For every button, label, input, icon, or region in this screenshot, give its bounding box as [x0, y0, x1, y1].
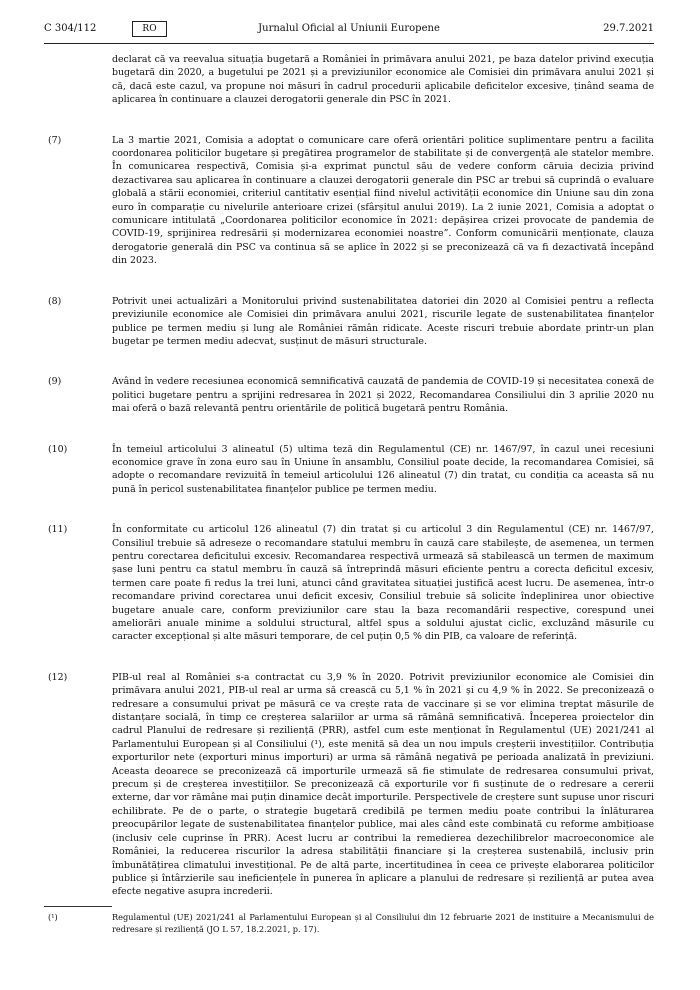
language-badge: RO — [132, 21, 167, 37]
footnote-mark: (¹) — [48, 912, 58, 922]
paragraph-text: Potrivit unei actualizări a Monitorului privind sustenabilitatea datoriei din 2020 al Comisiei pentru a reflecta previziunile economice ale Comisiei din primăvara anului 2021, riscurile legate de sustenabilitatea finanțelor publice pe termen mediu și lung ale României rămân ridicate. Aceste riscuri trebuie abordate printr-un plan bugetar pe termen mediu adecvat, susținut de măsuri structurale. — [112, 295, 654, 347]
paragraph-text: Având în vedere recesiunea economică semnificativă cauzată de pandemia de COVID-19 și necesitatea conexă de politici bugetare pentru a sprijini redresarea în 2021 și 2022, Recomandarea Consiliului din 3 aprilie 2020 nu mai oferă o bază relevantă pentru orientările de politică bugetară pentru România. — [112, 376, 654, 415]
footnote — [44, 912, 654, 935]
continuation-paragraph — [44, 53, 654, 107]
paragraph-number: (8) — [48, 295, 62, 307]
paragraph-number: (10) — [48, 443, 68, 455]
paragraph-12 — [44, 671, 654, 899]
footnote-text: Regulamentul (UE) 2021/241 al Parlamentului European și al Consiliului din 12 februarie 2021 de instituire a Mecanismului de redresare și reziliență (JO L 57, 18.2.2021, p. 17). — [112, 912, 654, 934]
paragraph-gap — [44, 348, 654, 375]
footnote-divider — [44, 906, 112, 907]
header-divider — [44, 43, 654, 44]
paragraph-gap — [44, 107, 654, 134]
paragraph-number: (11) — [48, 524, 68, 536]
paragraph-text: În conformitate cu articolul 126 alineatul (7) din tratat și cu articolul 3 din Regulamentul (CE) nr. 1467/97, Consiliul trebuie să adreseze o recomandare statului membru în cauză care stabilește, de asemenea, un termen pentru corectarea deficitului excesiv. Recomandarea respectivă urmează să stabilească un termen de maximum șase luni pentru ca statul membru în cauză să întreprindă măsuri eficiente pentru a corecta deficitul excesiv, termen care poate fi redus la trei luni, atunci când gravitatea situației justifică acest lucru. De asemenea, într-o recomandare privind corectarea unui deficit excesiv, Consiliul trebuie să solicite îndeplinirea unor obiective bugetare anuale care, conform previziunilor care stau la baza recomandării respective, corespund unei ameliorări anuale minime a soldului structural, altfel spus a soldului ajustat ciclic, excluzând măsurile cu caracter excepțional și alte măsuri temporare, de cel puțin 0,5 % din PIB, ca valoare de referință. — [112, 524, 654, 643]
paragraph-text: declarat că va reevalua situația bugetară a României în primăvara anului 2021, pe baza datelor privind execuția bugetară din 2020, a bugetului pe 2021 și a previziunilor economice ale Comisiei din primăvara anului 2021 și că, dacă este cazul, va propune noi măsuri în cadrul procedurii aplicabile deficitelor excesive, ținând seama de aplicarea în continuare a clauzei derogatorii generale din PSC în 2021. — [112, 54, 654, 106]
paragraph-gap — [44, 644, 654, 671]
paragraph-9 — [44, 375, 654, 415]
journal-title: Jurnalul Oficial al Uniunii Europene — [258, 23, 440, 34]
publication-date: 29.7.2021 — [603, 23, 654, 34]
paragraph-gap — [44, 268, 654, 295]
paragraph-11 — [44, 523, 654, 644]
paragraph-gap — [44, 496, 654, 523]
paragraph-number: (7) — [48, 134, 62, 146]
paragraph-text: PIB-ul real al României s-a contractat cu 3,9 % în 2020. Potrivit previziunilor economice ale Comisiei din primăvara anului 2021, PIB-ul real ar urma să crească cu 5,1 % în 2021 și cu 4,9 % în 2022. Se preconizează o redresare a consumului privat pe măsură ce va crește rata de vaccinare și se vor elimina treptat măsurile de distanțare socială, în timp ce creșterea salariilor ar urma să rămână semnificativă. Începerea proiectelor din cadrul Planului de redresare și reziliență (PRR), astfel cum este menționat în Regulamentul (UE) 2021/241 al Parlamentului European și al Consiliului (¹), este menită să dea un nou impuls creșterii investițiilor. Contribuția exporturilor nete (exporturi minus importuri) ar urma să rămână negativă pe perioada analizată în previziuni. Aceasta deoarece se preconizează că importurile urmează să fie stimulate de redresarea consumului privat, precum și de creșterea investițiilor. Se preconizează că exporturile vor fi susținute de o redresare a cererii externe, dar vor rămâne mai puțin dinamice decât importurile. Perspectivele de creștere sunt supuse unor riscuri echilibrate. Pe de o parte, o strategie bugetară credibilă pe termen mediu poate contribui la înlăturarea preocupărilor legate de sustenabilitatea finanțelor publice, mai ales când este combinată cu reforme ambițioase (inclusiv cele cuprinse în PRR). Acest lucru ar contribui la remedierea dezechilibrelor macroeconomice ale României, la reducerea riscurilor la adresa stabilității financiare și la creșterea sustenabilă, inclusiv prin îmbunătățirea climatului investițional. Pe de altă parte, incertitudinea în ceea ce privește elaborarea politicilor publice și întârzierile sau ineficiențele în punerea în aplicare a planului de redresare și reziliență ar putea avea efecte negative asupra increderii. — [112, 671, 654, 898]
paragraph-10 — [44, 443, 654, 497]
paragraph-text: În temeiul articolului 3 alineatul (5) ultima teză din Regulamentul (CE) nr. 1467/97, în cazul unei recesiuni economice grave în zona euro sau în Uniune în ansamblu, Consiliul poate decide, la recomandarea Comisiei, să adopte o recomandare revizuită în temeiul articolului 126 alineatul (7) din tratat, cu condiția ca aceasta să nu pună în pericol sustenabilitatea finanțelor publice pe termen mediu. — [112, 443, 654, 495]
document-body — [44, 53, 654, 899]
paragraph-number: (9) — [48, 376, 62, 388]
paragraph-text: La 3 martie 2021, Comisia a adoptat o comunicare care oferă orientări politice suplimentare pentru a facilita coordonarea politicilor bugetare și pregătirea programelor de stabilitate și de convergență ale statelor membre. În comunicarea respectivă, Comisia și-a exprimat punctul său de vedere conform căruia decizia privind dezactivarea sau aplicarea în continuare a clauzei derogatorii generale din PSC ar trebui să cuprindă o evaluare globală a stării economiei, criteriul cantitativ esențial fiind nivelul activității economice din Uniune sau din zona euro în comparație cu nivelurile anterioare crizei (sfârșitul anului 2019). La 2 iunie 2021, Comisia a adoptat o comunicare intitulată „Coordonarea politicilor economice în 2021: depășirea crizei provocate de pandemia de COVID-19, sprijinirea redresării și modernizarea economiei noastre”. Conform comunicării menționate, clauza derogatorie generală din PSC va continua să se aplice în 2022 și se preconizează că va fi dezactivată începând din 2023. — [112, 134, 654, 267]
paragraph-gap — [44, 416, 654, 443]
paragraph-8 — [44, 295, 654, 349]
paragraph-7 — [44, 134, 654, 268]
paragraph-number: (12) — [48, 671, 68, 683]
page-reference: C 304/112 — [44, 23, 97, 34]
page-header — [44, 20, 654, 38]
